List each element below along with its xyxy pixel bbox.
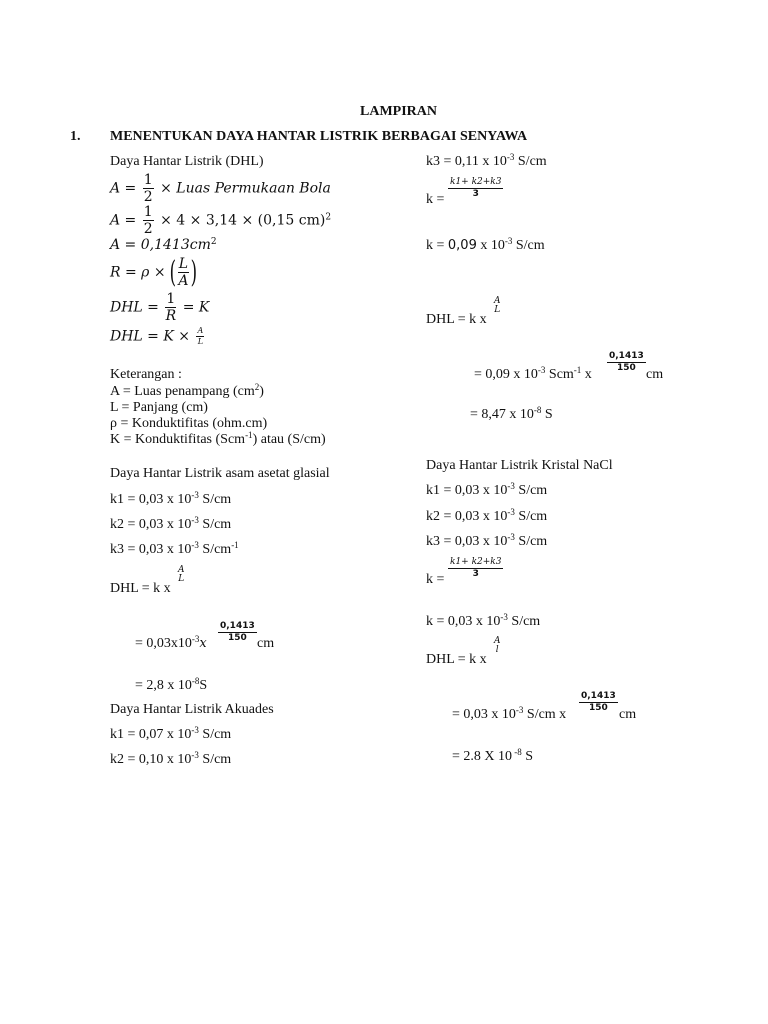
akuades-k-avg-fraction	[448, 178, 503, 199]
text: = 2.8 X 10	[452, 749, 513, 764]
text: k2 = 0,03 x 10	[426, 509, 508, 524]
keterangan-l: L = Panjang (cm)	[110, 400, 208, 415]
keterangan-a	[110, 382, 264, 399]
right-paren: )	[190, 254, 198, 290]
formula-dhl-1	[110, 292, 209, 323]
text: = 0,09 x 10	[474, 367, 538, 382]
nacl-k-value	[426, 612, 541, 629]
akuades-calc-fraction	[607, 352, 646, 373]
nacl-heading: Daya Hantar Listrik Kristal NaCl	[426, 458, 613, 473]
text: A = Luas penampang (cm	[110, 384, 255, 399]
text: = 8,47 x 10	[470, 407, 534, 422]
text: k3 = 0,11 x 10	[426, 154, 507, 169]
asam-dhl-calc	[135, 634, 207, 651]
fraction	[143, 173, 154, 204]
superscript: -3	[191, 750, 199, 760]
nacl-k2	[426, 507, 548, 524]
text: k3 = 0,03 x 10	[110, 542, 192, 557]
nacl-k3	[426, 532, 548, 549]
numerator: 1	[143, 172, 153, 188]
denominator: 3	[472, 189, 479, 199]
text: S/cm	[514, 534, 548, 549]
fraction	[196, 327, 204, 346]
text: S/cm	[198, 542, 232, 557]
section-number: 1.	[70, 129, 81, 144]
asam-k2	[110, 515, 232, 532]
superscript: -8	[533, 405, 542, 415]
text: S/cm	[507, 614, 541, 629]
asam-k1	[110, 490, 232, 507]
text: S/cm	[512, 238, 545, 253]
text: S/cm x	[523, 707, 567, 722]
denominator: 2	[143, 221, 153, 237]
denominator: L	[197, 337, 204, 346]
text: K = Konduktifitas (Scm	[110, 432, 246, 447]
text: S/cm	[514, 509, 548, 524]
asam-dhl-result	[135, 676, 208, 693]
fraction	[178, 257, 189, 288]
nacl-dhl-calc	[452, 705, 567, 722]
text: )	[259, 384, 264, 399]
akuades-dhl-fraction	[494, 297, 501, 315]
formula-lhs: R = ρ ×	[110, 264, 166, 281]
left-paren: (	[169, 254, 177, 290]
numerator: k1+ k2+k3	[450, 557, 502, 567]
asam-dhl-fraction	[178, 566, 185, 584]
numerator: L	[178, 256, 189, 272]
superscript: -3	[191, 515, 199, 525]
text: k1 = 0,07 x 10	[110, 727, 192, 742]
numerator: A	[178, 565, 185, 575]
text: S/cm	[514, 483, 548, 498]
text: S/cm	[198, 517, 232, 532]
denominator: A	[178, 273, 189, 289]
text: k = 0,03 x 10	[426, 614, 501, 629]
asam-dhl-formula: DHL = k x	[110, 581, 171, 596]
superscript: -1	[245, 430, 253, 440]
akuades-k3	[426, 152, 547, 169]
text: S/cm	[514, 154, 547, 169]
text: = 0,03x10	[135, 636, 192, 651]
numerator: 0,1413	[609, 351, 644, 361]
superscript: -3	[191, 725, 199, 735]
times-sign: x	[199, 636, 207, 651]
keterangan-k	[110, 430, 326, 447]
superscript: -3	[507, 481, 515, 491]
superscript: -3	[515, 705, 524, 715]
denominator: 3	[472, 569, 479, 579]
superscript: -3	[191, 540, 199, 550]
superscript: -3	[191, 490, 199, 500]
superscript: -8	[512, 747, 522, 757]
superscript: -1	[573, 365, 582, 375]
numerator: 1	[166, 291, 176, 307]
text: k =	[426, 238, 448, 253]
dhl-heading: Daya Hantar Listrik (DHL)	[110, 154, 264, 169]
akuades-k-avg: k =	[426, 192, 445, 207]
denominator: 2	[143, 189, 153, 205]
text: = 2,8 x 10	[135, 678, 192, 693]
fraction	[143, 205, 154, 236]
text: ) atau (S/cm)	[252, 432, 326, 447]
text: x	[581, 367, 592, 382]
text: k1 = 0,03 x 10	[110, 492, 192, 507]
formula-text: A = 0,1413cm	[110, 237, 211, 253]
akuades-dhl-formula: DHL = k x	[426, 312, 487, 327]
superscript: -3	[500, 612, 508, 622]
k-value: 0,09	[447, 238, 477, 253]
superscript: -3	[504, 236, 513, 246]
formula-lhs: DHL = K ×	[110, 328, 191, 345]
superscript: 2	[210, 237, 217, 247]
denominator: l	[495, 645, 499, 655]
fraction	[165, 292, 176, 323]
numerator: 0,1413	[581, 691, 616, 701]
nacl-k1	[426, 481, 548, 498]
nacl-k-avg-fraction	[448, 558, 503, 579]
akuades-calc-unit: cm	[646, 367, 664, 382]
text: S/cm	[198, 492, 232, 507]
denominator: 150	[227, 633, 247, 643]
formula-area-calc	[110, 205, 331, 236]
denominator: 150	[616, 363, 636, 373]
text: S	[541, 407, 553, 422]
nacl-k-avg: k =	[426, 572, 445, 587]
superscript: 2	[325, 212, 332, 223]
text: k2 = 0,03 x 10	[110, 517, 192, 532]
numerator: A	[494, 636, 501, 646]
section-title: MENENTUKAN DAYA HANTAR LISTRIK BERBAGAI SENYAWA	[110, 129, 528, 144]
nacl-dhl-formula: DHL = k x	[426, 652, 487, 667]
nacl-calc-unit: cm	[619, 707, 637, 722]
numerator: k1+ k2+k3	[450, 177, 502, 187]
text: k3 = 0,03 x 10	[426, 534, 508, 549]
text: S/cm	[198, 727, 232, 742]
akuades-dhl-calc	[474, 365, 592, 382]
akuades-k-value	[426, 236, 545, 253]
text: x 10	[476, 238, 505, 253]
asam-asetat-heading: Daya Hantar Listrik asam asetat glasial	[110, 466, 330, 481]
formula-resistance	[110, 254, 198, 290]
nacl-dhl-result	[452, 747, 534, 764]
superscript: -3	[191, 634, 200, 644]
text: S/cm	[198, 752, 232, 767]
text: = 0,03 x 10	[452, 707, 516, 722]
nacl-calc-fraction	[579, 692, 618, 713]
denominator: 150	[588, 703, 608, 713]
akuades-heading: Daya Hantar Listrik Akuades	[110, 702, 274, 717]
asam-calc-fraction	[218, 622, 257, 643]
formula-rhs: × Luas Permukaan Bola	[160, 180, 331, 197]
denominator: R	[165, 308, 177, 324]
nacl-dhl-fraction	[494, 637, 501, 655]
superscript: -3	[507, 507, 515, 517]
asam-k3	[110, 540, 239, 557]
formula-rhs: × 4 × 3,14 × (0,15 cm)	[160, 212, 326, 229]
akuades-dhl-result	[470, 405, 553, 422]
keterangan-title: Keterangan :	[110, 367, 182, 382]
numerator: 1	[143, 204, 153, 220]
superscript: 2	[254, 382, 260, 392]
denominator: L	[178, 574, 185, 584]
text: Scm	[545, 367, 574, 382]
denominator: L	[494, 305, 501, 315]
superscript: -3	[537, 365, 546, 375]
formula-lhs: A =	[110, 180, 137, 197]
numerator: A	[494, 296, 501, 306]
text: S	[199, 678, 208, 693]
superscript: -3	[507, 532, 515, 542]
text: k2 = 0,10 x 10	[110, 752, 192, 767]
numerator: A	[197, 326, 204, 335]
text: S	[521, 749, 534, 764]
numerator: 0,1413	[220, 621, 255, 631]
formula-dhl-2	[110, 327, 206, 346]
keterangan-rho: ρ = Konduktifitas (ohm.cm)	[110, 416, 268, 431]
superscript: -8	[191, 676, 200, 686]
formula-area-result	[110, 238, 217, 252]
page-title: LAMPIRAN	[360, 104, 437, 119]
superscript: -1	[231, 540, 239, 550]
akuades-k2	[110, 750, 232, 767]
asam-calc-unit: cm	[257, 636, 275, 651]
formula-lhs: DHL =	[110, 299, 159, 316]
formula-lhs: A =	[110, 212, 137, 229]
akuades-k1	[110, 725, 232, 742]
superscript: -3	[506, 152, 515, 162]
formula-area-bola	[110, 173, 331, 204]
text: k1 = 0,03 x 10	[426, 483, 508, 498]
formula-rhs: = K	[182, 299, 210, 316]
